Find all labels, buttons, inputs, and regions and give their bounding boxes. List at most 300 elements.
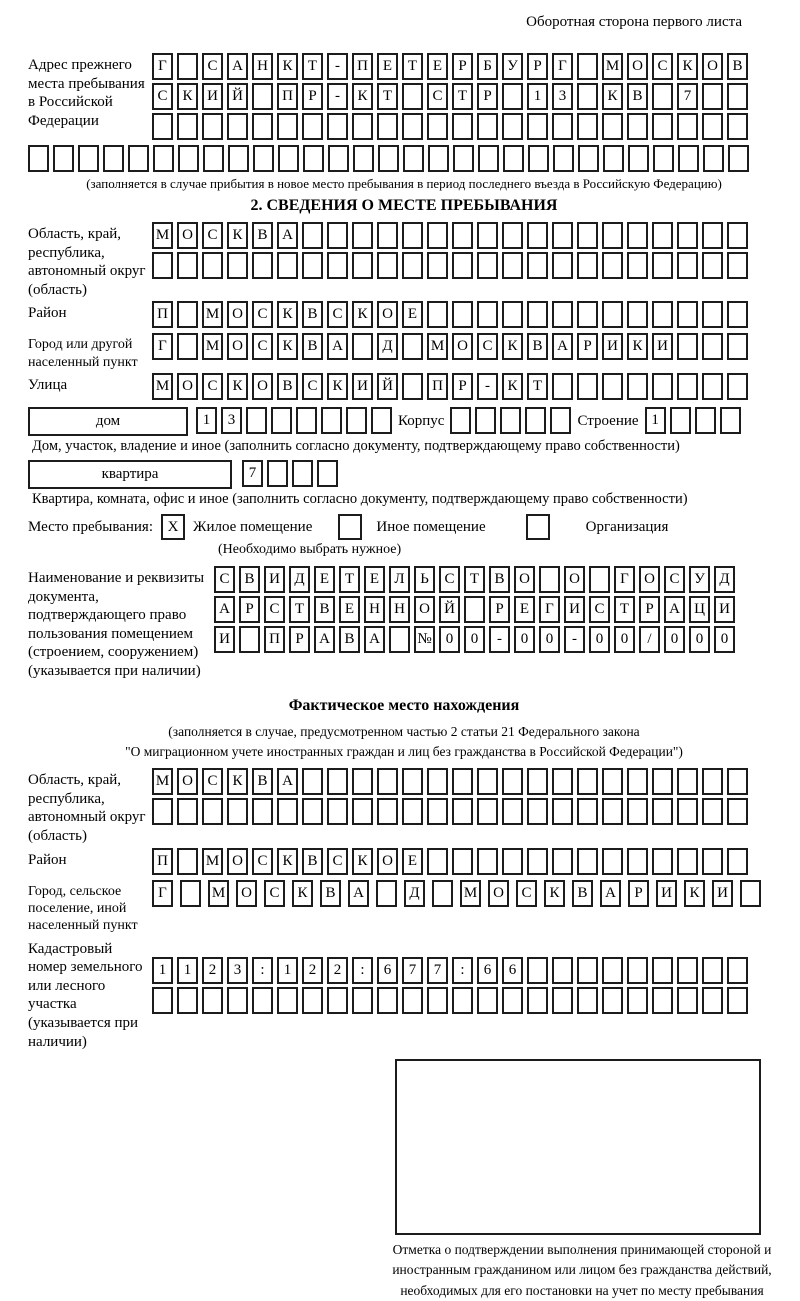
char-cell[interactable] (475, 407, 496, 434)
char-cell[interactable] (702, 252, 723, 279)
char-cell[interactable] (602, 957, 623, 984)
char-cell[interactable]: М (208, 880, 229, 907)
char-cell[interactable]: О (252, 373, 273, 400)
char-cell[interactable]: Т (402, 53, 423, 80)
char-cell[interactable] (302, 252, 323, 279)
char-cell[interactable]: 3 (552, 83, 573, 110)
char-cell[interactable] (427, 848, 448, 875)
char-cell[interactable] (377, 987, 398, 1014)
char-cell[interactable] (552, 987, 573, 1014)
char-cell[interactable] (695, 407, 716, 434)
char-cell[interactable]: К (227, 222, 248, 249)
char-cell[interactable] (577, 957, 598, 984)
char-cell[interactable]: Т (377, 83, 398, 110)
char-cell[interactable]: В (489, 566, 510, 593)
char-cell[interactable]: Б (477, 53, 498, 80)
char-cell[interactable] (177, 333, 198, 360)
char-cell[interactable] (552, 957, 573, 984)
char-cell[interactable] (653, 145, 674, 172)
char-cell[interactable] (627, 301, 648, 328)
char-cell[interactable] (727, 768, 748, 795)
char-cell[interactable]: М (202, 848, 223, 875)
char-cell[interactable]: С (264, 596, 285, 623)
char-cell[interactable] (727, 83, 748, 110)
char-cell[interactable]: Т (464, 566, 485, 593)
char-cell[interactable] (702, 301, 723, 328)
char-cell[interactable]: Г (152, 880, 173, 907)
char-cell[interactable] (652, 848, 673, 875)
char-cell[interactable] (627, 373, 648, 400)
char-cell[interactable]: М (202, 333, 223, 360)
char-cell[interactable] (246, 407, 267, 434)
char-cell[interactable]: К (684, 880, 705, 907)
char-cell[interactable] (452, 768, 473, 795)
char-cell[interactable] (403, 145, 424, 172)
char-cell[interactable]: С (264, 880, 285, 907)
char-cell[interactable] (553, 145, 574, 172)
char-cell[interactable] (652, 113, 673, 140)
char-cell[interactable]: П (152, 848, 173, 875)
char-cell[interactable]: Р (477, 83, 498, 110)
char-cell[interactable]: Е (377, 53, 398, 80)
char-cell[interactable]: О (236, 880, 257, 907)
char-cell[interactable]: Н (252, 53, 273, 80)
char-cell[interactable] (502, 222, 523, 249)
char-cell[interactable] (452, 113, 473, 140)
char-cell[interactable] (177, 301, 198, 328)
char-cell[interactable]: К (544, 880, 565, 907)
char-cell[interactable]: К (677, 53, 698, 80)
char-cell[interactable] (352, 333, 373, 360)
char-cell[interactable]: 1 (277, 957, 298, 984)
char-cell[interactable] (292, 460, 313, 487)
char-cell[interactable]: С (477, 333, 498, 360)
char-cell[interactable] (346, 407, 367, 434)
char-cell[interactable]: Д (404, 880, 425, 907)
char-cell[interactable]: 0 (614, 626, 635, 653)
char-cell[interactable]: 7 (402, 957, 423, 984)
char-cell[interactable]: 3 (227, 957, 248, 984)
char-cell[interactable] (452, 222, 473, 249)
char-cell[interactable] (527, 848, 548, 875)
char-cell[interactable] (652, 373, 673, 400)
char-cell[interactable] (228, 145, 249, 172)
char-cell[interactable]: Р (577, 333, 598, 360)
char-cell[interactable] (152, 252, 173, 279)
char-cell[interactable] (377, 222, 398, 249)
char-cell[interactable] (727, 301, 748, 328)
char-cell[interactable]: Н (389, 596, 410, 623)
char-cell[interactable] (577, 987, 598, 1014)
char-cell[interactable]: О (177, 768, 198, 795)
char-cell[interactable]: И (652, 333, 673, 360)
char-cell[interactable] (177, 53, 198, 80)
char-cell[interactable] (427, 252, 448, 279)
char-cell[interactable] (677, 798, 698, 825)
char-cell[interactable] (652, 957, 673, 984)
char-cell[interactable]: О (227, 848, 248, 875)
char-cell[interactable]: 1 (645, 407, 666, 434)
char-cell[interactable] (302, 798, 323, 825)
char-cell[interactable] (527, 222, 548, 249)
char-cell[interactable]: К (227, 373, 248, 400)
char-cell[interactable] (652, 798, 673, 825)
char-cell[interactable] (602, 798, 623, 825)
char-cell[interactable] (177, 987, 198, 1014)
char-cell[interactable] (577, 768, 598, 795)
char-cell[interactable]: К (502, 333, 523, 360)
char-cell[interactable] (128, 145, 149, 172)
char-cell[interactable]: Р (239, 596, 260, 623)
char-cell[interactable]: К (352, 848, 373, 875)
char-cell[interactable]: С (252, 333, 273, 360)
char-cell[interactable] (53, 145, 74, 172)
char-cell[interactable]: О (227, 333, 248, 360)
char-cell[interactable]: М (152, 222, 173, 249)
char-cell[interactable] (327, 113, 348, 140)
char-cell[interactable] (552, 798, 573, 825)
char-cell[interactable] (677, 768, 698, 795)
char-cell[interactable]: : (352, 957, 373, 984)
char-cell[interactable] (427, 987, 448, 1014)
char-cell[interactable] (378, 145, 399, 172)
char-cell[interactable] (153, 145, 174, 172)
char-cell[interactable]: К (352, 83, 373, 110)
char-cell[interactable] (527, 113, 548, 140)
char-cell[interactable] (527, 957, 548, 984)
char-cell[interactable] (552, 222, 573, 249)
char-cell[interactable] (502, 252, 523, 279)
char-cell[interactable]: И (264, 566, 285, 593)
char-cell[interactable]: Р (302, 83, 323, 110)
char-cell[interactable] (267, 460, 288, 487)
char-cell[interactable] (727, 798, 748, 825)
char-cell[interactable]: В (252, 222, 273, 249)
char-cell[interactable]: К (277, 301, 298, 328)
char-cell[interactable] (539, 566, 560, 593)
char-cell[interactable]: А (664, 596, 685, 623)
char-cell[interactable] (577, 301, 598, 328)
char-cell[interactable]: Д (289, 566, 310, 593)
char-cell[interactable] (677, 333, 698, 360)
char-cell[interactable]: В (252, 768, 273, 795)
char-cell[interactable] (450, 407, 471, 434)
char-cell[interactable] (353, 145, 374, 172)
char-cell[interactable]: С (427, 83, 448, 110)
char-cell[interactable] (402, 798, 423, 825)
char-cell[interactable]: 7 (242, 460, 263, 487)
char-cell[interactable] (389, 626, 410, 653)
char-cell[interactable]: Р (489, 596, 510, 623)
char-cell[interactable] (152, 987, 173, 1014)
char-cell[interactable]: В (572, 880, 593, 907)
char-cell[interactable]: У (502, 53, 523, 80)
char-cell[interactable] (727, 222, 748, 249)
char-cell[interactable] (402, 83, 423, 110)
char-cell[interactable] (500, 407, 521, 434)
char-cell[interactable]: К (277, 333, 298, 360)
char-cell[interactable] (628, 145, 649, 172)
char-cell[interactable] (702, 768, 723, 795)
char-cell[interactable] (252, 798, 273, 825)
char-cell[interactable] (477, 252, 498, 279)
char-cell[interactable] (527, 768, 548, 795)
char-cell[interactable]: М (602, 53, 623, 80)
char-cell[interactable]: 0 (439, 626, 460, 653)
char-cell[interactable] (296, 407, 317, 434)
char-cell[interactable] (327, 252, 348, 279)
char-cell[interactable]: Л (389, 566, 410, 593)
char-cell[interactable] (452, 848, 473, 875)
char-cell[interactable] (652, 301, 673, 328)
char-cell[interactable]: О (377, 301, 398, 328)
char-cell[interactable] (702, 222, 723, 249)
char-cell[interactable]: Е (427, 53, 448, 80)
char-cell[interactable]: О (177, 373, 198, 400)
char-cell[interactable]: 2 (202, 957, 223, 984)
char-cell[interactable] (477, 113, 498, 140)
char-cell[interactable] (327, 987, 348, 1014)
char-cell[interactable] (427, 768, 448, 795)
stay-type-checkbox-other[interactable] (338, 514, 362, 540)
char-cell[interactable] (552, 848, 573, 875)
char-cell[interactable]: Р (452, 53, 473, 80)
char-cell[interactable] (317, 460, 338, 487)
char-cell[interactable] (627, 222, 648, 249)
char-cell[interactable] (602, 373, 623, 400)
char-cell[interactable]: С (252, 848, 273, 875)
char-cell[interactable]: М (202, 301, 223, 328)
char-cell[interactable]: С (439, 566, 460, 593)
char-cell[interactable] (703, 145, 724, 172)
char-cell[interactable] (327, 768, 348, 795)
char-cell[interactable] (452, 301, 473, 328)
char-cell[interactable] (577, 53, 598, 80)
char-cell[interactable]: В (314, 596, 335, 623)
char-cell[interactable]: С (152, 83, 173, 110)
char-cell[interactable] (427, 798, 448, 825)
char-cell[interactable] (377, 113, 398, 140)
char-cell[interactable] (452, 987, 473, 1014)
char-cell[interactable]: С (202, 222, 223, 249)
char-cell[interactable]: Т (289, 596, 310, 623)
char-cell[interactable]: М (427, 333, 448, 360)
char-cell[interactable] (527, 798, 548, 825)
char-cell[interactable]: Г (152, 333, 173, 360)
char-cell[interactable] (352, 222, 373, 249)
char-cell[interactable]: И (602, 333, 623, 360)
char-cell[interactable] (352, 798, 373, 825)
char-cell[interactable]: Е (339, 596, 360, 623)
char-cell[interactable] (652, 987, 673, 1014)
char-cell[interactable]: И (202, 83, 223, 110)
char-cell[interactable] (503, 145, 524, 172)
char-cell[interactable] (602, 301, 623, 328)
char-cell[interactable] (527, 987, 548, 1014)
char-cell[interactable] (477, 987, 498, 1014)
char-cell[interactable] (239, 626, 260, 653)
char-cell[interactable] (627, 987, 648, 1014)
char-cell[interactable]: О (377, 848, 398, 875)
char-cell[interactable] (327, 798, 348, 825)
char-cell[interactable] (670, 407, 691, 434)
char-cell[interactable]: П (152, 301, 173, 328)
char-cell[interactable] (577, 83, 598, 110)
char-cell[interactable] (452, 252, 473, 279)
char-cell[interactable]: Е (514, 596, 535, 623)
char-cell[interactable]: О (488, 880, 509, 907)
char-cell[interactable]: С (202, 373, 223, 400)
char-cell[interactable] (402, 113, 423, 140)
char-cell[interactable] (677, 301, 698, 328)
char-cell[interactable] (528, 145, 549, 172)
char-cell[interactable]: Д (377, 333, 398, 360)
char-cell[interactable]: К (177, 83, 198, 110)
char-cell[interactable] (702, 848, 723, 875)
char-cell[interactable]: Р (289, 626, 310, 653)
char-cell[interactable] (253, 145, 274, 172)
char-cell[interactable]: В (239, 566, 260, 593)
char-cell[interactable] (180, 880, 201, 907)
char-cell[interactable] (452, 798, 473, 825)
char-cell[interactable]: И (712, 880, 733, 907)
char-cell[interactable]: 1 (527, 83, 548, 110)
char-cell[interactable] (427, 301, 448, 328)
char-cell[interactable] (327, 222, 348, 249)
char-cell[interactable] (371, 407, 392, 434)
char-cell[interactable]: Й (377, 373, 398, 400)
char-cell[interactable]: № (414, 626, 435, 653)
char-cell[interactable] (177, 113, 198, 140)
char-cell[interactable] (552, 301, 573, 328)
char-cell[interactable]: И (656, 880, 677, 907)
char-cell[interactable]: Д (714, 566, 735, 593)
char-cell[interactable]: А (277, 768, 298, 795)
char-cell[interactable]: И (564, 596, 585, 623)
char-cell[interactable] (728, 145, 749, 172)
char-cell[interactable] (464, 596, 485, 623)
char-cell[interactable]: С (516, 880, 537, 907)
char-cell[interactable]: - (564, 626, 585, 653)
char-cell[interactable] (227, 987, 248, 1014)
char-cell[interactable]: О (514, 566, 535, 593)
char-cell[interactable]: П (427, 373, 448, 400)
char-cell[interactable] (702, 798, 723, 825)
char-cell[interactable] (502, 987, 523, 1014)
char-cell[interactable]: С (302, 373, 323, 400)
char-cell[interactable] (577, 798, 598, 825)
char-cell[interactable]: Р (452, 373, 473, 400)
char-cell[interactable] (602, 768, 623, 795)
char-cell[interactable] (376, 880, 397, 907)
char-cell[interactable] (702, 373, 723, 400)
char-cell[interactable]: 0 (664, 626, 685, 653)
char-cell[interactable]: Е (402, 301, 423, 328)
char-cell[interactable]: В (527, 333, 548, 360)
char-cell[interactable]: Й (227, 83, 248, 110)
char-cell[interactable] (278, 145, 299, 172)
char-cell[interactable] (202, 113, 223, 140)
char-cell[interactable] (603, 145, 624, 172)
char-cell[interactable] (702, 333, 723, 360)
char-cell[interactable]: 6 (502, 957, 523, 984)
char-cell[interactable]: Г (152, 53, 173, 80)
char-cell[interactable]: В (320, 880, 341, 907)
char-cell[interactable]: / (639, 626, 660, 653)
char-cell[interactable] (652, 83, 673, 110)
char-cell[interactable]: 7 (677, 83, 698, 110)
char-cell[interactable] (252, 987, 273, 1014)
char-cell[interactable]: 0 (689, 626, 710, 653)
char-cell[interactable]: Т (452, 83, 473, 110)
char-cell[interactable]: В (302, 301, 323, 328)
char-cell[interactable] (202, 987, 223, 1014)
char-cell[interactable] (677, 373, 698, 400)
char-cell[interactable] (402, 333, 423, 360)
char-cell[interactable] (428, 145, 449, 172)
char-cell[interactable] (227, 113, 248, 140)
char-cell[interactable] (602, 252, 623, 279)
char-cell[interactable] (352, 252, 373, 279)
char-cell[interactable] (552, 373, 573, 400)
char-cell[interactable] (550, 407, 571, 434)
char-cell[interactable] (152, 113, 173, 140)
char-cell[interactable] (677, 252, 698, 279)
char-cell[interactable]: : (452, 957, 473, 984)
char-cell[interactable] (302, 987, 323, 1014)
house-box[interactable]: дом (28, 407, 188, 436)
char-cell[interactable] (352, 113, 373, 140)
char-cell[interactable]: 0 (464, 626, 485, 653)
char-cell[interactable] (502, 113, 523, 140)
char-cell[interactable] (525, 407, 546, 434)
char-cell[interactable] (477, 222, 498, 249)
char-cell[interactable] (702, 957, 723, 984)
char-cell[interactable]: А (214, 596, 235, 623)
char-cell[interactable]: К (327, 373, 348, 400)
char-cell[interactable]: Т (302, 53, 323, 80)
char-cell[interactable] (477, 848, 498, 875)
char-cell[interactable] (677, 957, 698, 984)
char-cell[interactable] (502, 83, 523, 110)
char-cell[interactable]: Р (527, 53, 548, 80)
char-cell[interactable]: И (714, 596, 735, 623)
char-cell[interactable] (727, 113, 748, 140)
char-cell[interactable]: И (214, 626, 235, 653)
char-cell[interactable] (352, 768, 373, 795)
char-cell[interactable] (377, 768, 398, 795)
char-cell[interactable] (677, 222, 698, 249)
char-cell[interactable]: С (589, 596, 610, 623)
char-cell[interactable] (527, 252, 548, 279)
char-cell[interactable] (177, 848, 198, 875)
char-cell[interactable] (477, 798, 498, 825)
char-cell[interactable] (177, 252, 198, 279)
char-cell[interactable] (432, 880, 453, 907)
char-cell[interactable]: С (664, 566, 685, 593)
char-cell[interactable]: К (602, 83, 623, 110)
char-cell[interactable]: О (227, 301, 248, 328)
char-cell[interactable]: В (627, 83, 648, 110)
char-cell[interactable]: - (477, 373, 498, 400)
char-cell[interactable] (502, 848, 523, 875)
char-cell[interactable] (677, 113, 698, 140)
char-cell[interactable] (589, 566, 610, 593)
char-cell[interactable]: Г (552, 53, 573, 80)
char-cell[interactable]: О (414, 596, 435, 623)
char-cell[interactable]: Т (527, 373, 548, 400)
char-cell[interactable]: К (227, 768, 248, 795)
